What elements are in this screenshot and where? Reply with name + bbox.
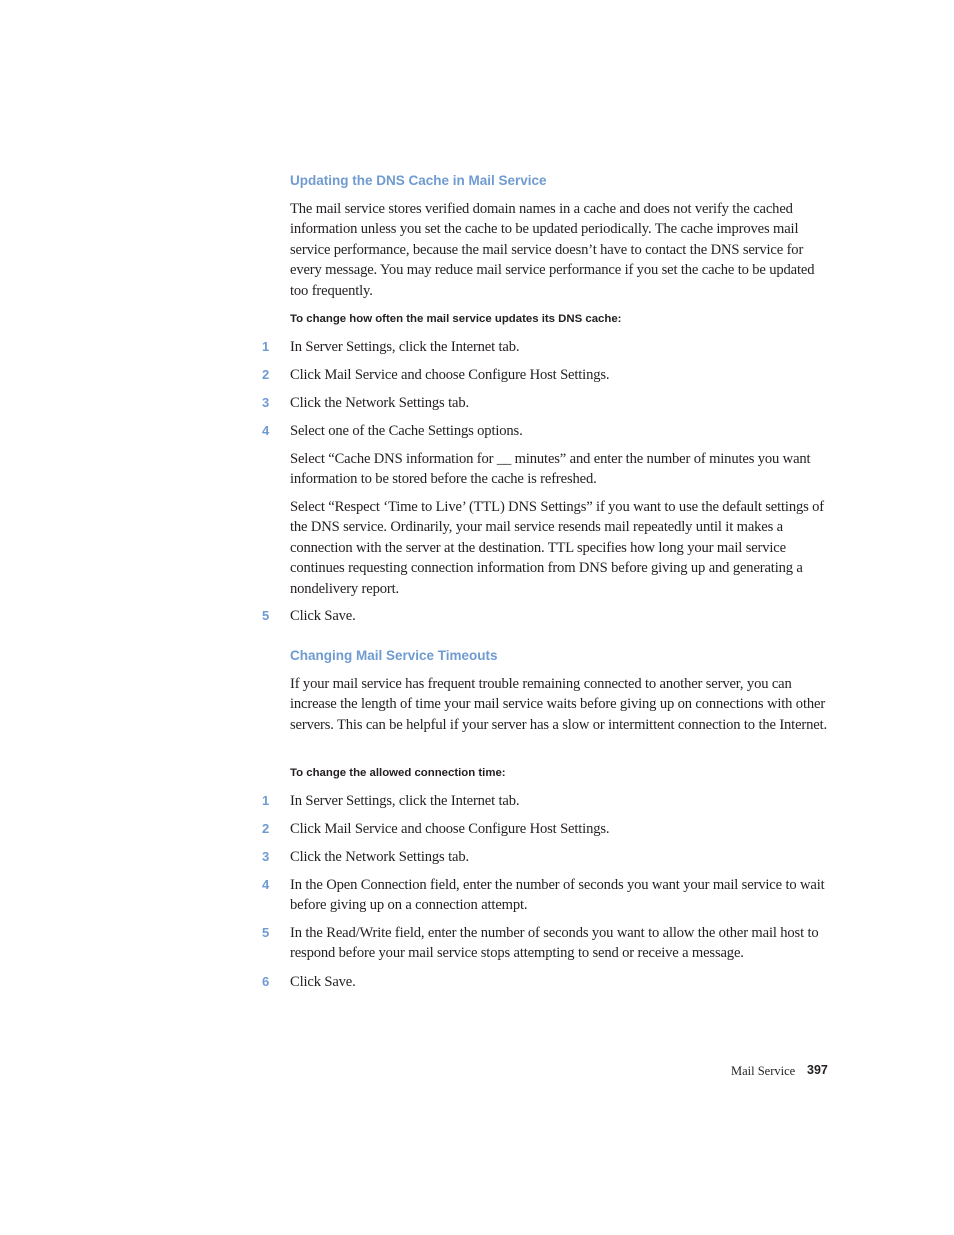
step-number: 5	[262, 608, 270, 623]
step-text: Select one of the Cache Settings options.	[290, 423, 523, 439]
step-number: 5	[262, 925, 270, 940]
procedure-title-timeouts: To change the allowed connection time:	[290, 767, 506, 779]
step-text: In the Read/Write field, enter the number of seconds you want to allow the other mail host to respond before your mail service stops attempting to send or receive a message.	[290, 925, 819, 962]
step-number: 3	[262, 849, 270, 864]
footer-page-number: 397	[807, 1063, 828, 1077]
step-number: 4	[262, 877, 270, 892]
step-text: Click Save.	[290, 974, 356, 990]
step-text: Click the Network Settings tab.	[290, 395, 469, 411]
intro-paragraph-timeouts: If your mail service has frequent trouble remaining connected to another server, you can increase the length of time your mail service waits before giving up on connections with other servers. This can be helpful if your server has a slow or intermittent connection to the Internet.	[290, 676, 827, 733]
step-text: In Server Settings, click the Internet tab.	[290, 793, 520, 809]
step-text: Click Mail Service and choose Configure Host Settings.	[290, 821, 610, 837]
step-text: In the Open Connection field, enter the number of seconds you want your mail service to wait before giving up on a connection attempt.	[290, 877, 825, 914]
section-heading-dns-cache: Updating the DNS Cache in Mail Service	[290, 173, 547, 188]
step-number: 4	[262, 423, 270, 438]
step-number: 2	[262, 367, 270, 382]
step-text: Click Mail Service and choose Configure Host Settings.	[290, 367, 610, 383]
step-text: In Server Settings, click the Internet tab.	[290, 339, 520, 355]
step-number: 2	[262, 821, 270, 836]
step-number: 6	[262, 974, 270, 989]
step-number: 1	[262, 793, 270, 808]
step-number: 1	[262, 339, 270, 354]
intro-paragraph-dns-cache: The mail service stores verified domain names in a cache and does not verify the cached information unless you set the cache to be updated periodically. The cache improves mail service performance, because the mail service doesn’t have to contact the DNS service for every message. You may reduce mail service performance if you set the cache to be updated too frequently.	[290, 201, 815, 299]
step-text: Click Save.	[290, 608, 356, 624]
step-number: 3	[262, 395, 270, 410]
footer-chapter-label: Mail Service	[731, 1064, 796, 1078]
step-text: Click the Network Settings tab.	[290, 849, 469, 865]
option-paragraph-cache-minutes: Select “Cache DNS information for __ minutes” and enter the number of minutes you want information to be stored before the cache is refreshed.	[290, 451, 811, 488]
option-paragraph-respect-ttl: Select “Respect ‘Time to Live’ (TTL) DNS Settings” if you want to use the default settings of the DNS service. Ordinarily, your mail service resends mail repeatedly until it makes a connection with the server at the destination. TTL specifies how long your mail service continues requesting connection information from DNS before giving up and generating a nondelivery report.	[290, 499, 825, 597]
section-heading-timeouts: Changing Mail Service Timeouts	[290, 648, 498, 663]
procedure-title-dns-cache: To change how often the mail service updates its DNS cache:	[290, 313, 622, 325]
